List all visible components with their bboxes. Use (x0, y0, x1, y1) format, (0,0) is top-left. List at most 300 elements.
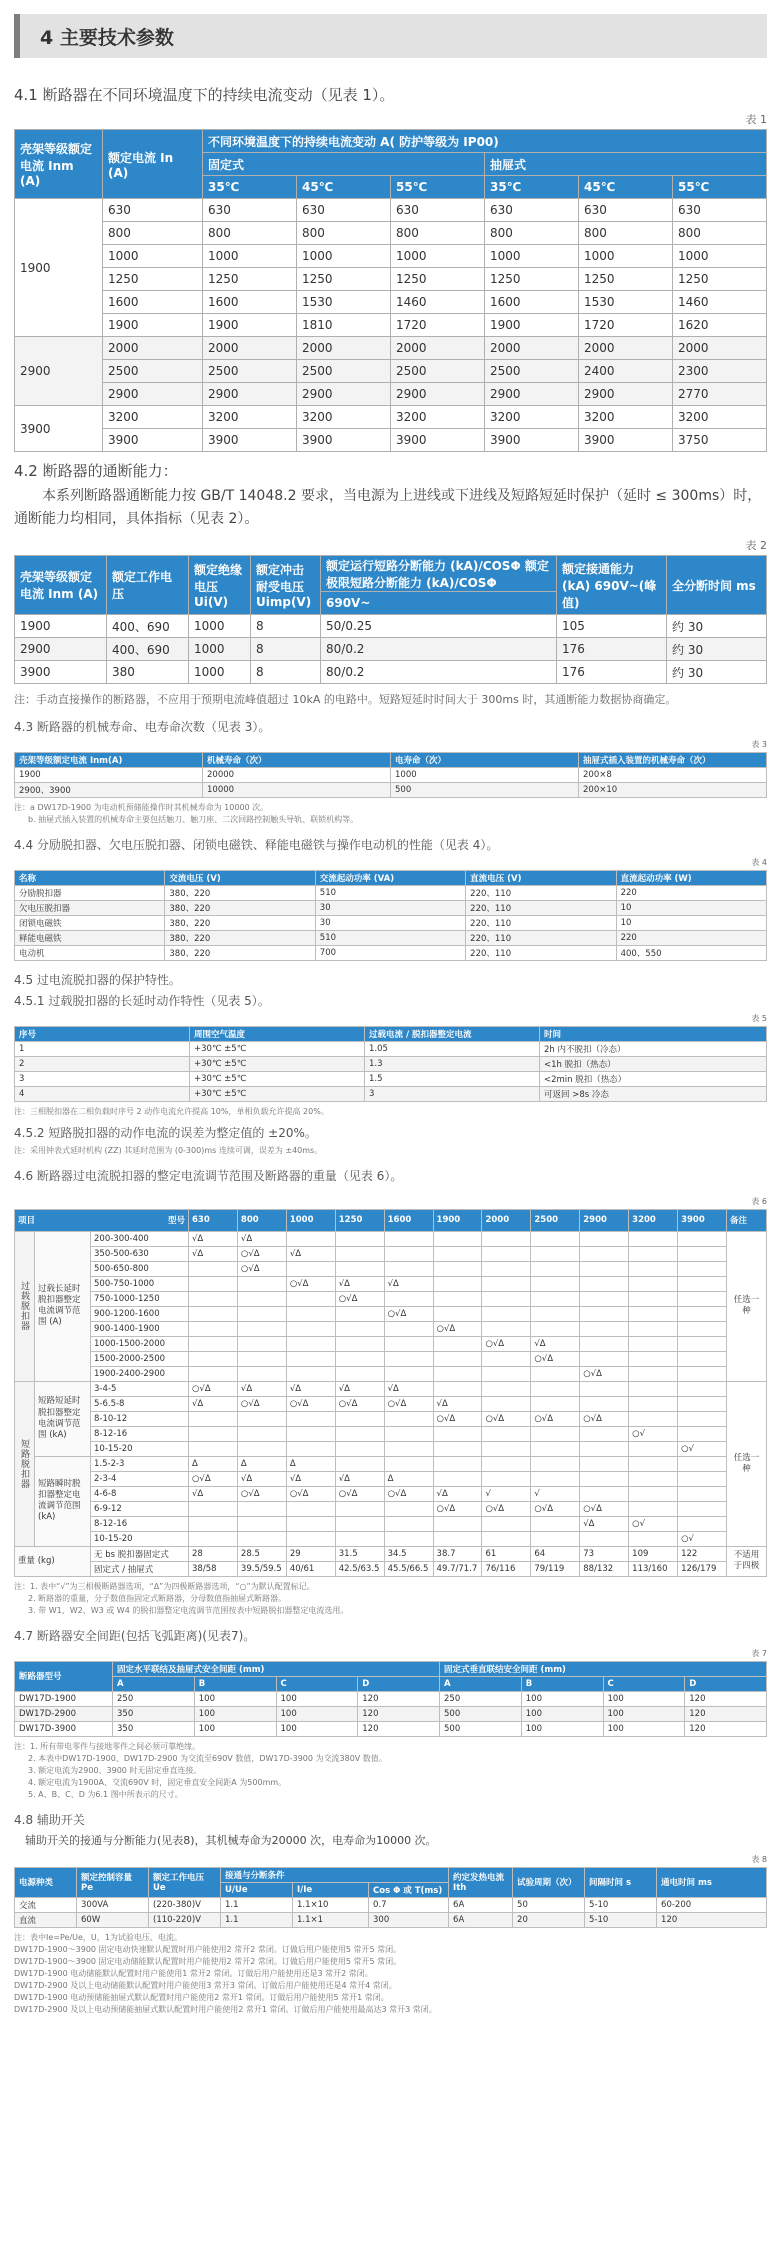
t6-mark-cell (629, 1231, 678, 1246)
t6-mark-cell (482, 1426, 531, 1441)
t6-mark-cell (189, 1426, 238, 1441)
t7-cell: 120 (358, 1721, 440, 1736)
t6-mark-cell: √Δ (433, 1486, 482, 1501)
t6-mark-cell (433, 1366, 482, 1381)
t7-sub-header: C (603, 1676, 685, 1691)
t6-mark-cell (531, 1231, 580, 1246)
t6-mark-cell (286, 1336, 335, 1351)
t6-mark-cell: √Δ (433, 1396, 482, 1411)
t6-mark-cell: ○√Δ (482, 1336, 531, 1351)
t6-sub1: 过载长延时脱扣器整定电流调节范围 (A) (35, 1231, 91, 1381)
t6-mark-cell (286, 1531, 335, 1546)
t6-mark-cell: √Δ (286, 1246, 335, 1261)
t7-cell: 250 (440, 1691, 522, 1706)
t7-sub-header: D (685, 1676, 767, 1691)
t6-mark-cell: ○√Δ (384, 1306, 433, 1321)
table-row (15, 1501, 767, 1516)
t6-mark-cell (678, 1486, 727, 1501)
t1-cell: 800 (485, 222, 579, 245)
table-row (15, 1912, 767, 1927)
t6-mark-cell (629, 1456, 678, 1471)
t4-header: 交流起动功率 (VA) (315, 870, 465, 885)
t6-mark-cell: Δ (189, 1456, 238, 1471)
t1-cell: 3200 (579, 406, 673, 429)
t5-cell: 3 (365, 1086, 540, 1101)
t7-sub-header: D (358, 1676, 440, 1691)
t6-mark-cell (678, 1336, 727, 1351)
t6-mark-cell (629, 1351, 678, 1366)
t6-mark-cell: ○√Δ (189, 1381, 238, 1396)
t6-mark-cell (237, 1516, 286, 1531)
t5-cell: 1 (15, 1041, 190, 1056)
t6-mark-cell (678, 1411, 727, 1426)
t6-model-header: 800 (237, 1209, 286, 1231)
t6-mark-cell (237, 1351, 286, 1366)
t1-cell: 2000 (103, 337, 203, 360)
t6-mark-cell (384, 1456, 433, 1471)
t6-mark-cell (580, 1441, 629, 1456)
t6-mark-cell (482, 1531, 531, 1546)
t6-mark-cell (629, 1366, 678, 1381)
s47-table-label: 表 7 (751, 1648, 767, 1658)
t1-cell: 2500 (297, 360, 391, 383)
t6-w1-cell: 64 (531, 1546, 580, 1561)
t7-cell: 100 (276, 1721, 358, 1736)
t6-mark-cell (384, 1516, 433, 1531)
table-row (15, 930, 767, 945)
t6-mark-cell: ○√Δ (237, 1486, 286, 1501)
table-row (15, 1546, 767, 1561)
t6-mark-cell (531, 1456, 580, 1471)
s48-notes (14, 1932, 767, 2016)
t6-mark-cell (580, 1291, 629, 1306)
t6-mark-cell: √Δ (237, 1231, 286, 1246)
t4-cell: 220、110 (466, 915, 616, 930)
t7-sub-header: B (194, 1676, 276, 1691)
t6-mark-cell: ○√ (629, 1426, 678, 1441)
table-row (15, 1561, 767, 1576)
table-row (15, 360, 767, 383)
t6-mark-cell (482, 1246, 531, 1261)
t6-mark-cell (531, 1471, 580, 1486)
t1-cell: 800 (673, 222, 767, 245)
t6-range-cell: 900-1200-1600 (91, 1306, 189, 1321)
t6-mark-cell (433, 1381, 482, 1396)
t6-mark-cell (189, 1516, 238, 1531)
t6-sub2: 短路短延时脱扣器整定电流调节范围 (kA) (35, 1381, 91, 1456)
t6-mark-cell: √Δ (189, 1246, 238, 1261)
s41-table-label: 表 1 (745, 113, 767, 126)
t7-cell: 120 (358, 1691, 440, 1706)
t6-mark-cell (433, 1426, 482, 1441)
t6-w2-cell: 76/116 (482, 1561, 531, 1576)
t6-weight-label: 重量 (kg) (15, 1546, 91, 1576)
s43-note-line: b. 抽屉式插入装置的机械寿命主要包括触刀、触刀座、二次回路控制触头导轨、联锁机构等。 (28, 814, 359, 824)
s42-table-label: 表 2 (745, 539, 767, 553)
t6-mark-cell (335, 1501, 384, 1516)
t6-mark-cell (335, 1306, 384, 1321)
t4-cell: 380、220 (165, 945, 315, 960)
t6-mark-cell (237, 1501, 286, 1516)
t6-mark-cell: ○√ (678, 1531, 727, 1546)
t1-cell: 1250 (297, 268, 391, 291)
t1-cell: 1460 (673, 291, 767, 314)
t7-cell: 100 (521, 1706, 603, 1721)
t6-model-header: 2500 (531, 1209, 580, 1231)
t5-header: 周围空气温度 (190, 1026, 365, 1041)
t6-mark-cell: Δ (237, 1456, 286, 1471)
t8-cell: 1.1 (221, 1912, 293, 1927)
s45-note2: 注：采用钟表式延时机构 (ZZ) 其延时范围为 (0-300)ms 连续可调，误差为 ±40ms。 (14, 1145, 323, 1155)
t1-cell: 1620 (673, 314, 767, 337)
t6-range-cell: 200-300-400 (91, 1231, 189, 1246)
t6-mark-cell (629, 1441, 678, 1456)
t6-mark-cell (189, 1411, 238, 1426)
t6-mark-cell (580, 1486, 629, 1501)
t6-mark-cell (237, 1276, 286, 1291)
t4-header: 直流电压 (V) (466, 870, 616, 885)
t1-cell: 1000 (297, 245, 391, 268)
t6-mark-cell (678, 1276, 727, 1291)
t1-cell: 630 (103, 199, 203, 222)
section-header (14, 14, 767, 58)
t6-mark-cell (189, 1261, 238, 1276)
t5-cell: +30℃ ±5℃ (190, 1041, 365, 1056)
t6-mark-cell (286, 1231, 335, 1246)
t6-mark-cell (237, 1426, 286, 1441)
t6-mark-cell (482, 1396, 531, 1411)
t4-cell: 10 (616, 915, 766, 930)
t6-remark-header: 备注 (727, 1209, 767, 1231)
t1-cell: 3750 (673, 429, 767, 452)
t6-mark-cell (482, 1471, 531, 1486)
t6-w1-cell: 122 (678, 1546, 727, 1561)
t1-cell: 1250 (203, 268, 297, 291)
table-row (15, 406, 767, 429)
t6-mark-cell (580, 1531, 629, 1546)
t6-mark-cell (678, 1426, 727, 1441)
t1-cell: 3200 (673, 406, 767, 429)
t6-model-header: 3900 (678, 1209, 727, 1231)
t8-cell: 300 (369, 1912, 449, 1927)
table-row (15, 1531, 767, 1546)
t1-temp-header: 55℃ (391, 176, 485, 199)
table-row (15, 1261, 767, 1276)
t8-cell: 5-10 (585, 1912, 657, 1927)
table-row (15, 1691, 767, 1706)
t6-mark-cell: ○√Δ (384, 1396, 433, 1411)
t6-mark-cell (580, 1261, 629, 1276)
t6-mark-cell (580, 1321, 629, 1336)
t2-cell: 1000 (189, 615, 251, 638)
t2-h3: 额定绝缘电压 Ui(V) (189, 556, 251, 615)
table-row (15, 1456, 767, 1471)
t1-cell: 2400 (579, 360, 673, 383)
t6-mark-cell (189, 1531, 238, 1546)
table-row (15, 638, 767, 661)
t4-cell: 380、220 (165, 915, 315, 930)
t6-mark-cell (286, 1321, 335, 1336)
t1-header-rated: 额定电流 In (A) (103, 130, 203, 199)
s45-note: 注：三相脱扣器在二相负载时序号 2 动作电流允许提高 10%，单相负载允许提高 20%。 (14, 1106, 329, 1116)
t1-cell: 630 (297, 199, 391, 222)
t7-h-model: 断路器型号 (15, 1661, 113, 1691)
t1-cell: 2000 (673, 337, 767, 360)
t6-mark-cell (384, 1426, 433, 1441)
table-row (15, 1276, 767, 1291)
s47-note-line: 5. A、B、C、D 为6.1 图中所表示的尺寸。 (28, 1789, 183, 1799)
table-row (15, 1306, 767, 1321)
t6-range-cell: 500-750-1000 (91, 1276, 189, 1291)
t6-mark-cell: √Δ (580, 1516, 629, 1531)
t6-mark-cell (531, 1516, 580, 1531)
s43-title: 4.3 断路器的机械寿命、电寿命次数（见表 3）。 (14, 719, 271, 734)
document-page (0, 14, 781, 2016)
t1-cell: 3200 (485, 406, 579, 429)
t6-mark-cell (678, 1381, 727, 1396)
t1-cell: 3200 (203, 406, 297, 429)
t6-mark-cell: ○√ (629, 1516, 678, 1531)
t6-mark-cell (384, 1531, 433, 1546)
table-row (15, 885, 767, 900)
t6-range-cell: 1900-2400-2900 (91, 1366, 189, 1381)
s48-note-line: DW17D-2900 及以上电动预储能抽屉式默认配置时用户能使用2 常开1 常闭。订做后用户能使用最高达3 常开3 常闭。 (14, 2004, 437, 2014)
s48-note-line: 注：表中Ie=Pe/Ue，U，1为试验电压、电流。 (14, 1932, 182, 1942)
t6-mark-cell (531, 1366, 580, 1381)
t1-cell: 3900 (391, 429, 485, 452)
t6-mark-cell: ○√Δ (286, 1396, 335, 1411)
t6-w2-label: 固定式 / 抽屉式 (91, 1561, 189, 1576)
t6-model-header: 630 (189, 1209, 238, 1231)
t6-w1-cell: 73 (580, 1546, 629, 1561)
t2-cell: 380 (107, 661, 189, 684)
t8-h-pe: 额定控制容量 Pe (77, 1867, 149, 1897)
t3-header: 机械寿命（次） (203, 752, 391, 767)
table-row (15, 1246, 767, 1261)
t6-mark-cell (531, 1306, 580, 1321)
t6-mark-cell (531, 1276, 580, 1291)
table-7 (14, 1661, 767, 1737)
t7-cell: DW17D-2900 (15, 1706, 113, 1721)
table-row (15, 245, 767, 268)
t8-cell: 0.7 (369, 1897, 449, 1912)
table-row (15, 1396, 767, 1411)
t6-mark-cell (237, 1441, 286, 1456)
t6-w2-cell: 88/132 (580, 1561, 629, 1576)
t4-cell: 220、110 (466, 885, 616, 900)
t6-range-cell: 5-6.5-8 (91, 1396, 189, 1411)
t7-h-vertical: 固定式垂直联结安全间距 (mm) (440, 1661, 767, 1676)
t6-mark-cell: ○√Δ (482, 1411, 531, 1426)
s47-title: 4.7 断路器安全间距(包括飞弧距离)(见表7)。 (14, 1628, 256, 1643)
t1-cell: 630 (391, 199, 485, 222)
t6-mark-cell (335, 1321, 384, 1336)
t6-mark-cell: √ (482, 1486, 531, 1501)
t6-mark-cell (580, 1426, 629, 1441)
t6-mark-cell (629, 1396, 678, 1411)
t6-mark-cell (335, 1351, 384, 1366)
t6-mark-cell (189, 1276, 238, 1291)
t6-w1-label: 无 bs 脱扣器固定式 (91, 1546, 189, 1561)
t6-mark-cell (189, 1291, 238, 1306)
t7-cell: DW17D-3900 (15, 1721, 113, 1736)
t7-cell: 100 (194, 1691, 276, 1706)
t6-mark-cell (384, 1231, 433, 1246)
t6-w2-cell: 79/119 (531, 1561, 580, 1576)
t6-remark3: 不适用于四极 (727, 1546, 767, 1576)
t6-mark-cell (286, 1366, 335, 1381)
t5-header: 序号 (15, 1026, 190, 1041)
table-1 (14, 129, 767, 452)
t2-cell: 176 (557, 638, 667, 661)
t6-mark-cell (580, 1351, 629, 1366)
t1-cell: 1720 (579, 314, 673, 337)
s48-title: 4.8 辅助开关 (14, 1812, 85, 1827)
t1-cell: 3200 (391, 406, 485, 429)
s48-note-line: DW17D-1900 电动预储能抽屉式默认配置时用户能使用2 常开1 常闭。订做后用户能使用5 常开1 常闭。 (14, 1992, 389, 2002)
t6-mark-cell (335, 1261, 384, 1276)
table-row (15, 1441, 767, 1456)
t8-cond-sub-header: Cos Φ 或 T(ms) (369, 1882, 449, 1897)
t3-cell: 1900 (15, 767, 203, 782)
t8-cell: (110-220)V (149, 1912, 221, 1927)
t7-cell: 100 (603, 1691, 685, 1706)
t1-temp-header: 55℃ (673, 176, 767, 199)
t8-cell: (220-380)V (149, 1897, 221, 1912)
t6-range-cell: 4-6-8 (91, 1486, 189, 1501)
t6-mark-cell (531, 1426, 580, 1441)
t5-cell: +30℃ ±5℃ (190, 1056, 365, 1071)
t6-mark-cell (482, 1351, 531, 1366)
t6-mark-cell (580, 1276, 629, 1291)
t1-cell: 3900 (297, 429, 391, 452)
t8-cell: 1.1×10 (293, 1897, 369, 1912)
t6-mark-cell: Δ (384, 1471, 433, 1486)
t8-cell: 交流 (15, 1897, 77, 1912)
t6-mark-cell (384, 1351, 433, 1366)
t7-cell: 350 (113, 1721, 195, 1736)
t3-cell: 200×8 (579, 767, 767, 782)
t1-cell: 3200 (297, 406, 391, 429)
t4-cell: 30 (315, 915, 465, 930)
t6-mark-cell: ○√Δ (384, 1486, 433, 1501)
t6-mark-cell (286, 1411, 335, 1426)
t1-cell: 1600 (103, 291, 203, 314)
t2-cell: 8 (251, 661, 321, 684)
t6-mark-cell (678, 1516, 727, 1531)
t4-cell: 380、220 (165, 930, 315, 945)
t6-model-header: 2000 (482, 1209, 531, 1231)
t5-cell: 2h 内不脱扣（冷态） (540, 1041, 767, 1056)
t2-h4: 额定冲击耐受电压 Uimp(V) (251, 556, 321, 615)
t6-mark-cell: Δ (286, 1456, 335, 1471)
t6-mark-cell: √Δ (189, 1486, 238, 1501)
t7-cell: 350 (113, 1706, 195, 1721)
t6-mark-cell (189, 1501, 238, 1516)
s48-note-line: DW17D-1900 电动储能默认配置时用户能使用1 常开2 常闭。订做后用户能使用还是3 常开2 常闭。 (14, 1968, 373, 1978)
t6-mark-cell (433, 1291, 482, 1306)
t6-model-label: 型号 (168, 1216, 186, 1227)
table-6 (14, 1209, 767, 1577)
t6-mark-cell: ○√Δ (433, 1501, 482, 1516)
t2-cell: 8 (251, 638, 321, 661)
t1-cell: 3900 (203, 429, 297, 452)
t7-cell: 250 (113, 1691, 195, 1706)
table-row (15, 900, 767, 915)
t1-cell: 1250 (391, 268, 485, 291)
t6-mark-cell (237, 1291, 286, 1306)
table-row (15, 314, 767, 337)
t2-cell: 50/0.25 (321, 615, 557, 638)
t1-cell: 2300 (673, 360, 767, 383)
s48-table-label: 表 8 (751, 1854, 767, 1864)
t2-cell: 80/0.2 (321, 661, 557, 684)
t6-w2-cell: 40/61 (286, 1561, 335, 1576)
t8-cell: 5-10 (585, 1897, 657, 1912)
s43-note-line: 注：a DW17D-1900 为电动机预储能操作时其机械寿命为 10000 次。 (14, 802, 269, 812)
t6-mark-cell (482, 1456, 531, 1471)
t6-mark-cell (433, 1246, 482, 1261)
t4-header: 名称 (15, 870, 165, 885)
s44-title: 4.4 分励脱扣器、欠电压脱扣器、闭锁电磁铁、释能电磁铁与操作电动机的性能（见表 4）。 (14, 837, 499, 852)
t6-range-cell: 500-650-800 (91, 1261, 189, 1276)
t1-cell: 2500 (391, 360, 485, 383)
t1-cell: 1600 (485, 291, 579, 314)
table-row (15, 1041, 767, 1056)
table-row (15, 1411, 767, 1426)
t5-cell: 1.3 (365, 1056, 540, 1071)
t4-cell: 510 (315, 885, 465, 900)
t8-cell: 60W (77, 1912, 149, 1927)
t6-mark-cell (629, 1471, 678, 1486)
t6-mark-cell (433, 1516, 482, 1531)
t8-cell: 1.1 (221, 1897, 293, 1912)
t6-range-cell: 900-1400-1900 (91, 1321, 189, 1336)
t6-mark-cell (384, 1366, 433, 1381)
t5-cell: 1.5 (365, 1071, 540, 1086)
t2-h1: 壳架等级额定电流 Inm (A) (15, 556, 107, 615)
t1-header-cont: 不同环境温度下的持续电流变动 A( 防护等级为 IP00) (203, 130, 767, 153)
t4-cell: 220 (616, 930, 766, 945)
table-row (15, 291, 767, 314)
t6-w2-cell: 38/58 (189, 1561, 238, 1576)
t3-cell: 500 (391, 782, 579, 797)
t1-cell: 630 (673, 199, 767, 222)
t1-cell: 1000 (103, 245, 203, 268)
t1-cell: 630 (579, 199, 673, 222)
t6-mark-cell (433, 1456, 482, 1471)
t6-model-header: 2900 (580, 1209, 629, 1231)
t6-mark-cell (237, 1306, 286, 1321)
t3-header: 抽屉式插入装置的机械寿命（次） (579, 752, 767, 767)
t6-mark-cell: ○√Δ (531, 1411, 580, 1426)
t1-header-frame: 壳架等级额定电流 Inm (A) (15, 130, 103, 199)
t6-model-header: 1900 (433, 1209, 482, 1231)
s43-table-label: 表 3 (751, 739, 767, 749)
table-row (15, 268, 767, 291)
t6-mark-cell (189, 1336, 238, 1351)
s46-title: 4.6 断路器过电流脱扣器的整定电流调节范围及断路器的重量（见表 6）。 (14, 1168, 403, 1183)
t6-mark-cell (433, 1276, 482, 1291)
t6-mark-cell: √Δ (237, 1381, 286, 1396)
table-row (15, 1056, 767, 1071)
t6-mark-cell: ○√ (678, 1441, 727, 1456)
t1-cell: 2000 (391, 337, 485, 360)
t1-cell: 2900 (297, 383, 391, 406)
t6-mark-cell: ○√Δ (237, 1261, 286, 1276)
t6-mark-cell (335, 1411, 384, 1426)
t1-cell: 2900 (391, 383, 485, 406)
